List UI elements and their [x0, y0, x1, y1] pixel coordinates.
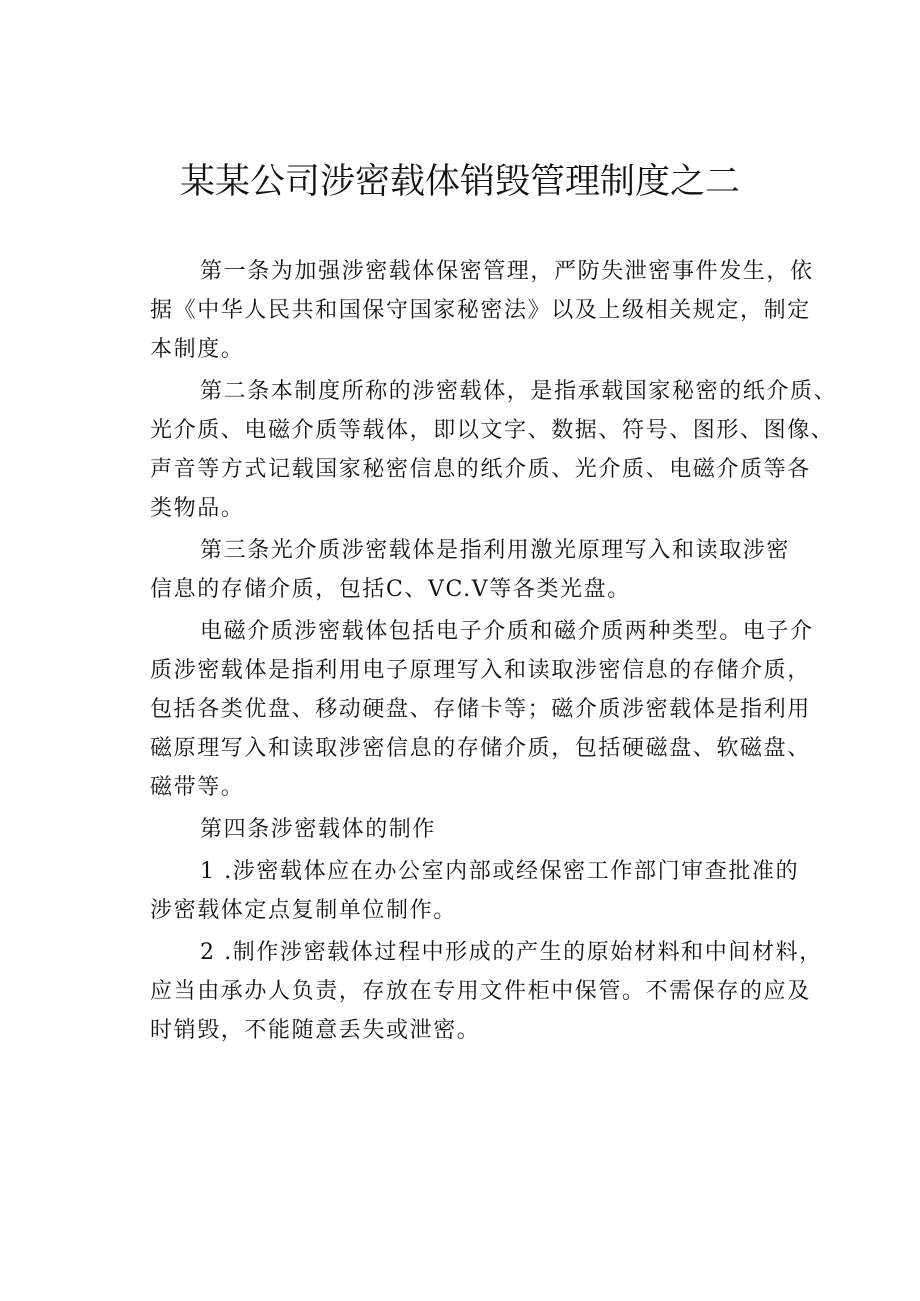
- text-line: 第四条涉密载体的制作: [200, 817, 437, 842]
- electromagnetic-media-paragraph: [150, 612, 814, 807]
- text-line: 1 .涉密载体应在办公室内部或经保密工作部门审查批准的: [200, 859, 800, 884]
- text-line: 声音等方式记载国家秘密信息的纸介质、光介质、电磁介质等各: [150, 457, 811, 482]
- text-line: 本制度。: [150, 337, 245, 362]
- text-line: 磁原理写入和读取涉密信息的存储介质，包括硬磁盘、软磁盘、: [150, 736, 811, 761]
- text-line: 时销毁，不能随意丢失或泄密。: [150, 1018, 481, 1043]
- text-line: 第二条本制度所称的涉密载体，是指承载国家秘密的纸介质、: [200, 379, 838, 404]
- item-2-paragraph: [150, 933, 823, 1050]
- text-line: 磁带等。: [150, 775, 245, 800]
- article-4-heading: [150, 810, 810, 849]
- text-line: 2 .制作涉密载体过程中形成的产生的原始材料和中间材料，: [200, 940, 823, 965]
- document-title: 某某公司涉密载体销毁管理制度之二: [179, 162, 740, 202]
- text-line: 第一条为加强涉密载体保密管理，严防失泄密事件发生，依: [200, 259, 814, 284]
- document-body: [150, 252, 838, 1050]
- text-line: 质涉密载体是指利用电子原理写入和读取涉密信息的存储介质，: [150, 658, 811, 683]
- article-1-paragraph: [150, 252, 814, 369]
- text-line: 涉密载体定点复制单位制作。: [150, 898, 457, 923]
- text-line: 据《中华人民共和国保守国家秘密法》以及上级相关规定，制定: [150, 298, 811, 323]
- article-2-paragraph: [150, 372, 838, 528]
- article-3-paragraph: [150, 531, 810, 609]
- text-line: 光介质、电磁介质等载体，即以文字、数据、符号、图形、图像、: [150, 418, 835, 443]
- text-line: 信息的存储介质，包括C、VC.V等各类光盘。: [150, 577, 631, 602]
- text-line: 电磁介质涉密载体包括电子介质和磁介质两种类型。电子介: [200, 619, 814, 644]
- text-line: 第三条光介质涉密载体是指利用激光原理写入和读取涉密: [200, 538, 791, 563]
- text-line: 应当由承办人负责，存放在专用文件柜中保管。不需保存的应及: [150, 979, 811, 1004]
- text-line: 包括各类优盘、移动硬盘、存储卡等；磁介质涉密载体是指利用: [150, 697, 811, 722]
- item-1-paragraph: [150, 852, 810, 930]
- text-line: 类物品。: [150, 496, 245, 521]
